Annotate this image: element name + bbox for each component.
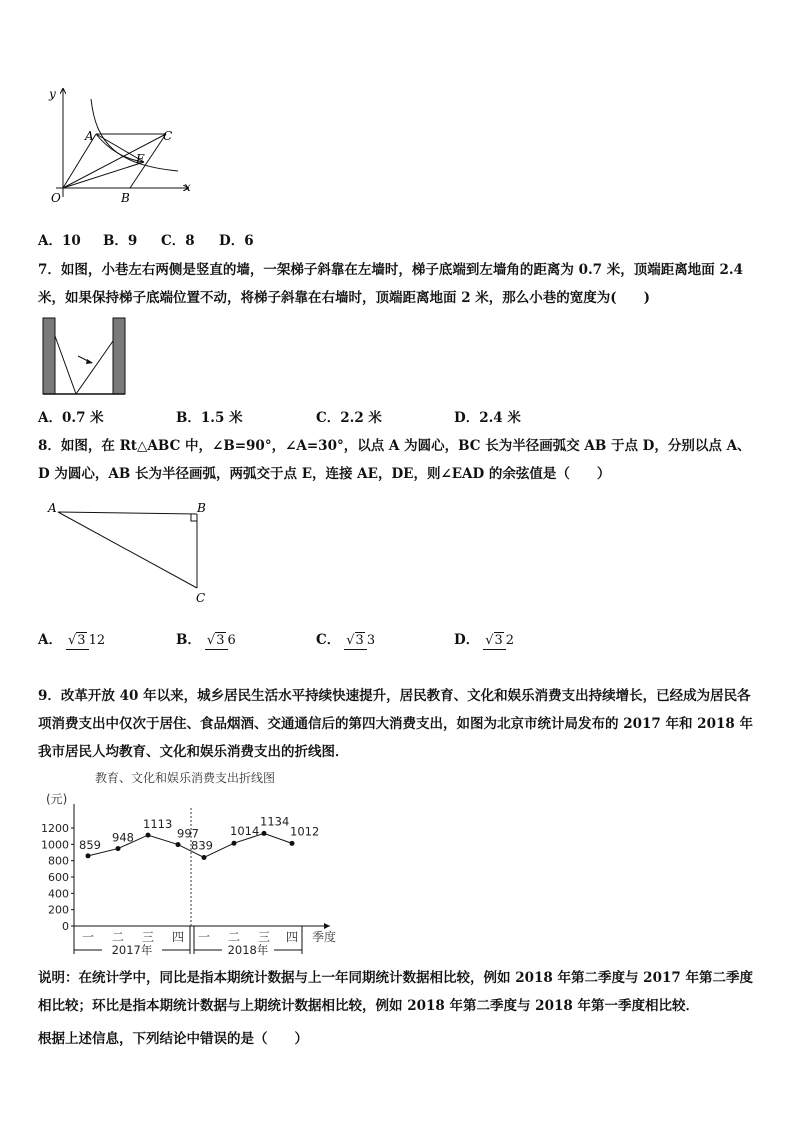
q7-left-wall [43, 318, 55, 394]
chart-title: 教育、文化和娱乐消费支出折线图 [95, 771, 276, 785]
chart-data-label: 1113 [143, 817, 173, 832]
q6-options [38, 229, 254, 249]
chart-data-label: 839 [191, 838, 213, 853]
q6-label-x: x [184, 180, 191, 194]
q6-label-a: A [85, 129, 94, 143]
chart-data-label: 859 [79, 837, 101, 852]
chart-data-label: 1014 [230, 824, 260, 839]
chart-group-label: 2018年 [227, 943, 269, 957]
chart-x-label: 季度 [312, 930, 337, 944]
chart-category-label: 一 [81, 930, 95, 944]
chart-category-label: 一 [197, 930, 211, 944]
chart-category-label: 三 [257, 930, 271, 944]
q6-label-c: C [163, 129, 173, 143]
chart-category-label: 二 [111, 930, 125, 944]
q6-label-o: O [51, 191, 61, 205]
q8-figure [44, 500, 224, 608]
chart-point [146, 833, 151, 838]
q6-label-e: E [136, 152, 145, 166]
chart-data-label: 997 [177, 826, 199, 841]
chart-point [262, 831, 267, 836]
q8-option-d[interactable]: D． √3 2 [454, 632, 515, 648]
q8-label-a: A [48, 501, 57, 515]
chart-point [176, 842, 181, 847]
chart-data-label: 1012 [290, 824, 320, 839]
chart-data-label: 948 [112, 830, 134, 845]
q7-option-c[interactable]: C．2.2 米 [316, 410, 382, 426]
q9-question: 根据上述信息，下列结论中错误的是（ ） [38, 1031, 308, 1047]
q8-label-c: C [196, 591, 206, 605]
q7-option-b[interactable]: B．1.5 米 [176, 410, 243, 426]
chart-x-arrow [324, 923, 330, 929]
q8-option-c[interactable]: C． √3 3 [316, 632, 376, 648]
q7-option-a[interactable]: A．0.7 米 [38, 410, 104, 426]
q6-label-b: B [121, 191, 130, 205]
q7-options [38, 406, 521, 426]
q6-option-c[interactable]: C．8 [161, 233, 195, 249]
q6-option-b[interactable]: B．9 [103, 233, 138, 249]
q6-label-y: y [49, 87, 56, 101]
chart-category-label: 三 [141, 930, 155, 944]
q7-ladder-left [55, 336, 76, 394]
q8-label-b: B [197, 501, 206, 515]
chart-y-tick-label: 600 [48, 871, 69, 884]
q6-figure [38, 85, 198, 210]
chart-point [232, 841, 237, 846]
q8-option-b[interactable]: B． √3 6 [176, 632, 236, 648]
chart-y-tick-label: 800 [48, 854, 69, 868]
q9-note: 说明：在统计学中，同比是指本期统计数据与上一年同期统计数据相比较，例如 2018 年第二季度与 2017 年第二季度相比较；环比是指本期统计数据与上期统计数据相比较，例如 2018 年第二季度与 2018 年第一季度相比较． [38, 970, 753, 1014]
chart-y-tick-label: 1000 [41, 838, 69, 852]
chart-y-label: (元) [46, 792, 68, 806]
chart-point [290, 841, 295, 846]
chart-y-tick-label: 200 [48, 903, 69, 917]
q9-line-chart [30, 768, 360, 963]
q7-right-wall [113, 318, 125, 394]
q8-text: 8．如图，在 Rt△ABC 中，∠B=90°，∠A=30°，以点 A 为圆心，BC 长为半径画弧交 AB 于点 D，分别以点 A、D 为圆心，AB 长为半径画弧，两弧交于点 E，连接 AE，DE，则∠EAD 的余弦值是（ ） [38, 438, 751, 482]
q7-option-d[interactable]: D．2.4 米 [454, 410, 521, 426]
chart-y-tick-label: 1200 [41, 822, 69, 835]
chart-group-label: 2017年 [111, 943, 153, 957]
chart-point [86, 853, 91, 858]
q9-text: 9．改革开放 40 年以来，城乡居民生活水平持续快速提升，居民教育、文化和娱乐消费支出持续增长，已经成为居民各项消费支出中仅次于居住、食品烟酒、交通通信后的第四大消费支出，如图为北京市统计局发布的 2017 年和 2018 年我市居民人均教育、文化和娱乐消费支出的折线图． [38, 688, 753, 760]
chart-y-tick-label: 0 [62, 920, 69, 933]
chart-category-label: 四 [285, 930, 299, 944]
q7-figure [40, 316, 130, 396]
chart-data-label: 1134 [260, 814, 290, 829]
chart-y-tick-label: 400 [48, 887, 69, 901]
chart-point [116, 846, 121, 851]
q8-option-a[interactable]: A． √3 12 [38, 632, 106, 648]
q7-text: 7．如图，小巷左右两侧是竖直的墙，一架梯子斜靠在左墙时，梯子底端到左墙角的距离为 0.7 米，顶端距离地面 2.4 米，如果保持梯子底端位置不动，将梯子斜靠在右墙时，顶端距离地面 2 米，那么小巷的宽度为( ) [38, 262, 743, 306]
q8-right-angle [191, 514, 197, 521]
q6-option-d[interactable]: D．6 [219, 233, 254, 249]
q6-option-a[interactable]: A．10 [38, 233, 81, 249]
q7-ladder-right [76, 341, 113, 394]
q8-options [38, 628, 514, 650]
chart-category-label: 二 [227, 930, 241, 944]
chart-category-label: 四 [171, 930, 185, 944]
chart-point [202, 855, 207, 860]
